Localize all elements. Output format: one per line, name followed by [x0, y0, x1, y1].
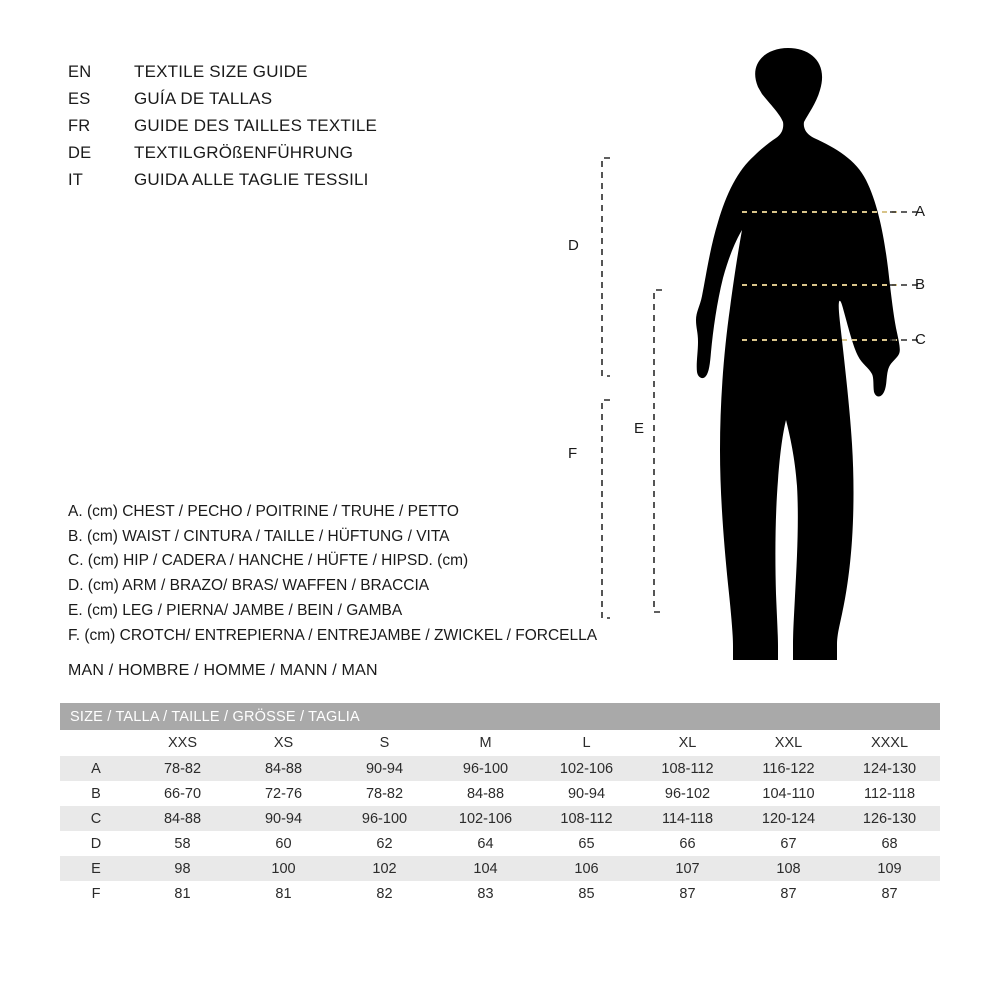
cell-c-l: 108-112 [536, 806, 637, 831]
cell-b-l: 90-94 [536, 781, 637, 806]
cell-c-s: 96-100 [334, 806, 435, 831]
row-label-d: D [60, 831, 132, 856]
language-code-es: ES [68, 90, 91, 108]
cell-a-xxl: 116-122 [738, 756, 839, 781]
measurement-legend [68, 500, 688, 648]
cell-c-xxs: 84-88 [132, 806, 233, 831]
language-row-de [68, 143, 518, 170]
column-header-xxxl: XXXL [839, 730, 940, 756]
cell-d-xl: 66 [637, 831, 738, 856]
language-title-es: GUÍA DE TALLAS [134, 89, 273, 108]
column-header-xl: XL [637, 730, 738, 756]
cell-e-xs: 100 [233, 856, 334, 881]
language-code-it: IT [68, 171, 84, 189]
cell-b-xs: 72-76 [233, 781, 334, 806]
legend-line-d: D. (cm) ARM / BRAZO/ BRAS/ WAFFEN / BRACCIA [68, 577, 430, 595]
cell-a-xs: 84-88 [233, 756, 334, 781]
cell-e-xxs: 98 [132, 856, 233, 881]
row-label-f: F [60, 881, 132, 906]
row-label-e: E [60, 856, 132, 881]
column-header-m: M [435, 730, 536, 756]
cell-e-s: 102 [334, 856, 435, 881]
table-row [60, 831, 940, 856]
column-header-s: S [334, 730, 435, 756]
column-header-xxl: XXL [738, 730, 839, 756]
cell-d-m: 64 [435, 831, 536, 856]
table-row [60, 756, 940, 781]
cell-e-m: 104 [435, 856, 536, 881]
cell-d-l: 65 [536, 831, 637, 856]
cell-b-s: 78-82 [334, 781, 435, 806]
label-f: F [568, 445, 578, 462]
cell-c-xs: 90-94 [233, 806, 334, 831]
column-header-xxs: XXS [132, 730, 233, 756]
cell-b-xxl: 104-110 [738, 781, 839, 806]
table-row [60, 856, 940, 881]
cell-e-xxxl: 109 [839, 856, 940, 881]
cell-a-m: 96-100 [435, 756, 536, 781]
language-row-es [68, 89, 518, 116]
cell-a-xxs: 78-82 [132, 756, 233, 781]
cell-b-xl: 96-102 [637, 781, 738, 806]
legend-line-e: E. (cm) LEG / PIERNA/ JAMBE / BEIN / GAMBA [68, 601, 403, 619]
table-row [60, 881, 940, 906]
row-label-b: B [60, 781, 132, 806]
table-header-row [60, 703, 940, 730]
language-title-it: GUIDA ALLE TAGLIE TESSILI [134, 170, 369, 189]
legend-line-a: A. (cm) CHEST / PECHO / POITRINE / TRUHE / PETTO [68, 503, 459, 520]
cell-f-l: 85 [536, 881, 637, 906]
cell-c-xxxl: 126-130 [839, 806, 940, 831]
label-a: A [915, 203, 926, 220]
cell-f-xxl: 87 [738, 881, 839, 906]
cell-f-m: 83 [435, 881, 536, 906]
cell-a-s: 90-94 [334, 756, 435, 781]
cell-e-xl: 107 [637, 856, 738, 881]
cell-a-xxxl: 124-130 [839, 756, 940, 781]
label-c: C [915, 331, 926, 348]
cell-e-l: 106 [536, 856, 637, 881]
language-row-en [68, 62, 518, 89]
row-label-a: A [60, 756, 132, 781]
cell-f-s: 82 [334, 881, 435, 906]
cell-c-xl: 114-118 [637, 806, 738, 831]
table-row [60, 781, 940, 806]
cell-e-xxl: 108 [738, 856, 839, 881]
cell-f-xxs: 81 [132, 881, 233, 906]
column-header-xs: XS [233, 730, 334, 756]
table-row [60, 806, 940, 831]
table-corner-cell [60, 730, 132, 756]
legend-line-c: C. (cm) HIP / CADERA / HANCHE / HÜFTE / HIPSD. (cm) [68, 552, 469, 570]
cell-b-xxs: 66-70 [132, 781, 233, 806]
size-table [60, 703, 940, 906]
label-b: B [915, 276, 926, 293]
language-title-de: TEXTILGRÖßENFÜHRUNG [134, 143, 354, 162]
cell-b-m: 84-88 [435, 781, 536, 806]
cell-d-s: 62 [334, 831, 435, 856]
legend-line-b: B. (cm) WAIST / CINTURA / TAILLE / HÜFTUNG / VITA [68, 527, 450, 545]
language-row-fr [68, 116, 518, 143]
size-table-wrapper [60, 703, 940, 906]
cell-f-xxxl: 87 [839, 881, 940, 906]
language-row-it [68, 170, 518, 197]
cell-d-xxs: 58 [132, 831, 233, 856]
language-code-de: DE [68, 144, 92, 162]
cell-f-xs: 81 [233, 881, 334, 906]
table-header-title: SIZE / TALLA / TAILLE / GRÖSSE / TAGLIA [60, 703, 940, 730]
cell-d-xs: 60 [233, 831, 334, 856]
legend-line-f: F. (cm) CROTCH/ ENTREPIERNA / ENTREJAMBE / ZWICKEL / FORCELLA [68, 626, 598, 644]
language-title-en: TEXTILE SIZE GUIDE [134, 62, 308, 81]
cell-a-xl: 108-112 [637, 756, 738, 781]
cell-c-m: 102-106 [435, 806, 536, 831]
language-title-fr: GUIDE DES TAILLES TEXTILE [134, 116, 378, 135]
cell-b-xxxl: 112-118 [839, 781, 940, 806]
cell-f-xl: 87 [637, 881, 738, 906]
cell-d-xxl: 67 [738, 831, 839, 856]
cell-d-xxxl: 68 [839, 831, 940, 856]
label-d: D [568, 237, 579, 254]
language-code-en: EN [68, 63, 92, 81]
table-column-header-row [60, 730, 940, 756]
column-header-l: L [536, 730, 637, 756]
row-label-c: C [60, 806, 132, 831]
language-code-fr: FR [68, 117, 91, 135]
cell-a-l: 102-106 [536, 756, 637, 781]
label-e: E [634, 420, 645, 437]
language-titles [68, 62, 518, 197]
cell-c-xxl: 120-124 [738, 806, 839, 831]
gender-label: MAN / HOMBRE / HOMME / MANN / MAN [68, 662, 378, 679]
